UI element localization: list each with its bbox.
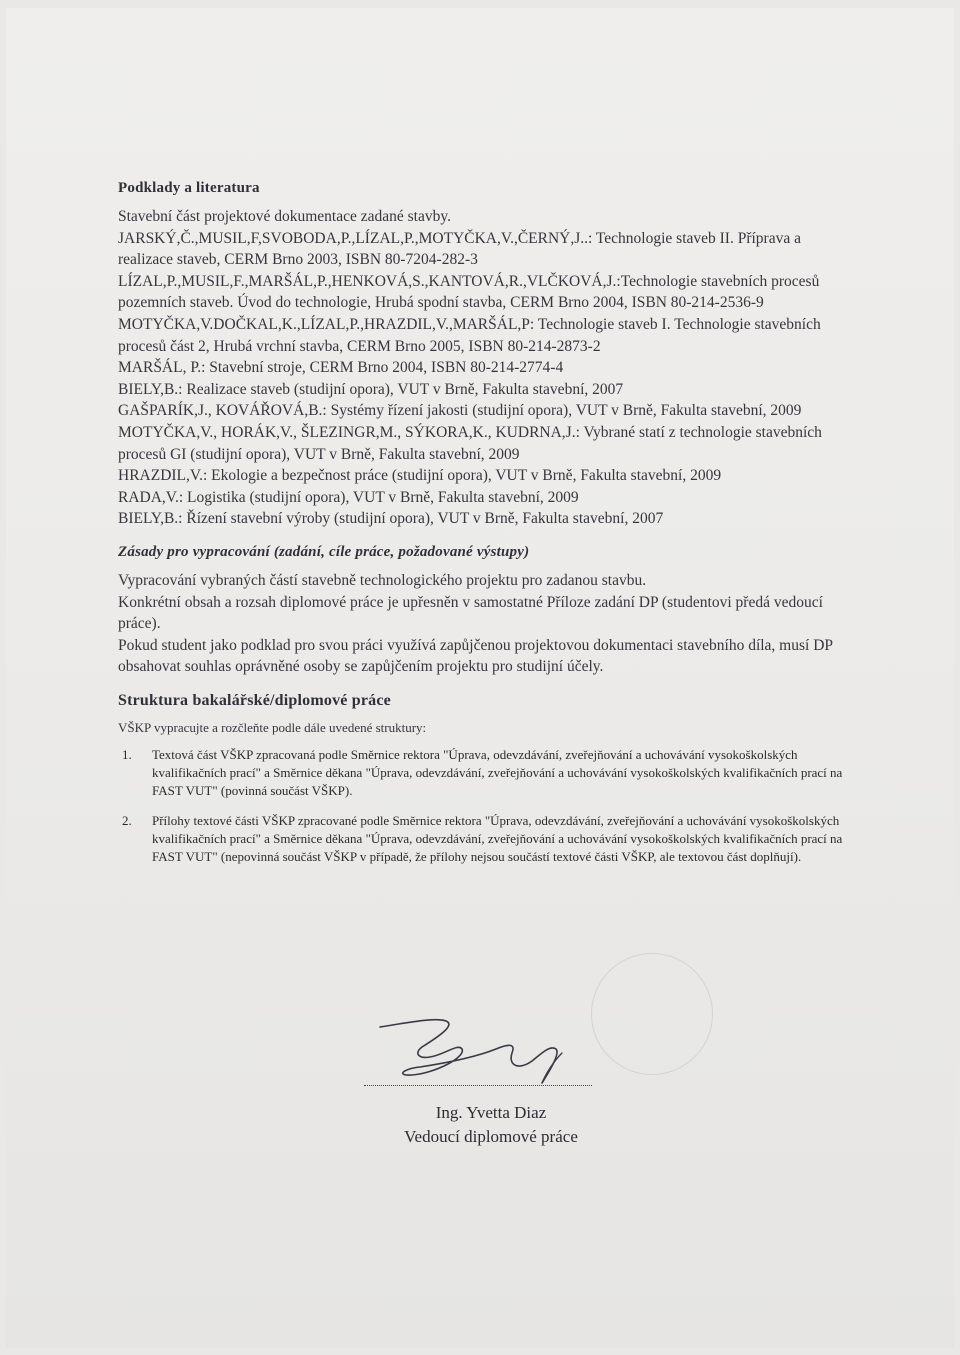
signature-block [366, 1101, 616, 1149]
reference-item: MOTYČKA,V., HORÁK,V., ŠLEZINGR,M., SÝKORA,K., KUDRNA,J.: Vybrané statí z technologie stavebních procesů GI (studijní opora), VUT v Brně, Fakulta stavební, 2009 [118, 423, 822, 463]
reference-list [118, 206, 858, 530]
reference-item: MARŠÁL, P.: Stavební stroje, CERM Brno 2004, ISBN 80-214-2774-4 [118, 359, 564, 377]
structure-list-item [118, 812, 858, 866]
document-content [118, 180, 858, 878]
reference-item: GAŠPARÍK,J., KOVÁŘOVÁ,B.: Systémy řízení jakosti (studijní opora), VUT v Brně, Fakulta stavební, 2009 [118, 402, 802, 420]
principles-paragraph: Vypracování vybraných částí stavebně technologického projektu pro zadanou stavbu. [118, 571, 647, 589]
reference-item: LÍZAL,P.,MUSIL,F.,MARŠÁL,P.,HENKOVÁ,S.,KANTOVÁ,R.,VLČKOVÁ,J.:Technologie stavebních procesů pozemních staveb. Úvod do technologie, Hrubá spodní stavba, CERM Brno 2004, ISBN 80-214-2536-9 [118, 272, 820, 312]
faint-stamp-outline [591, 953, 713, 1075]
document-page [6, 8, 954, 1348]
principles-body [118, 570, 858, 678]
structure-intro: VŠKP vypracujte a rozčleňte podle dále uvedené struktury: [118, 719, 427, 735]
literature-heading: Podklady a literatura [118, 180, 260, 196]
handwritten-signature [366, 1013, 596, 1093]
reference-item: BIELY,B.: Realizace staveb (studijní opora), VUT v Brně, Fakulta stavební, 2007 [118, 380, 624, 398]
structure-heading: Struktura bakalářské/diplomové práce [118, 691, 391, 709]
structure-item-number: 2. [122, 812, 132, 828]
signer-role: Vedoucí diplomové práce [404, 1127, 578, 1146]
principles-paragraph: Pokud student jako podklad pro svou práci využívá zapůjčenou projektovou dokumentaci stavebního díla, musí DP obsahovat souhlas oprávněné osoby se zapůjčením projektu pro studijní účely. [118, 636, 833, 676]
reference-item: RADA,V.: Logistika (studijní opora), VUT v Brně, Fakulta stavební, 2009 [118, 488, 579, 506]
signer-name: Ing. Yvetta Diaz [435, 1103, 547, 1122]
structure-list-item [118, 746, 858, 800]
principles-heading: Zásady pro vypracování (zadání, cíle práce, požadované výstupy) [118, 543, 530, 560]
structure-item-text: Textová část VŠKP zpracovaná podle Směrnice rektora "Úprava, odevzdávání, zveřejňování a uchovávání vysokoškolských kvalifikačních prací" a Směrnice děkana "Úprava, odevzdávání, zveřejňování a uchovávání vysokoškolských kvalifikačních prací na FAST VUT" (povinná součást VŠKP). [152, 746, 843, 798]
structure-item-text: Přílohy textové části VŠKP zpracované podle Směrnice rektora "Úprava, odevzdávání, zveřejňování a uchovávání vysokoškolských kvalifikačních prací" a Směrnice děkana "Úprava, odevzdávání, zveřejňování a uchovávání vysokoškolských kvalifikačních prací na FAST VUT" (nepovinná součást VŠKP v případě, že přílohy nejsou součástí textové části VŠKP, ale textovou část doplňují). [152, 812, 843, 864]
reference-item: Stavební část projektové dokumentace zadané stavby. [118, 208, 451, 225]
principles-paragraph: Konkrétní obsah a rozsah diplomové práce je upřesněn v samostatné Příloze zadání DP (studentovi předá vedoucí práce). [118, 593, 823, 633]
reference-item: HRAZDIL,V.: Ekologie a bezpečnost práce (studijní opora), VUT v Brně, Fakulta stavební, 2009 [118, 467, 722, 485]
structure-item-number: 1. [122, 746, 132, 762]
reference-item: JARSKÝ,Č.,MUSIL,F,SVOBODA,P.,LÍZAL,P.,MOTYČKA,V.,ČERNÝ,J..: Technologie staveb II. Příprava a realizace staveb, CERM Brno 2003, ISBN 80-7204-282-3 [118, 229, 801, 269]
signature-line [364, 1085, 592, 1086]
reference-item: BIELY,B.: Řízení stavební výroby (studijní opora), VUT v Brně, Fakulta stavební, 2007 [118, 510, 664, 528]
structure-list [118, 746, 858, 866]
reference-item: MOTYČKA,V.DOČKAL,K.,LÍZAL,P.,HRAZDIL,V.,MARŠÁL,P: Technologie staveb I. Technologie stavebních procesů část 2, Hrubá vrchní stavba, CERM Brno 2005, ISBN 80-214-2873-2 [118, 315, 821, 355]
